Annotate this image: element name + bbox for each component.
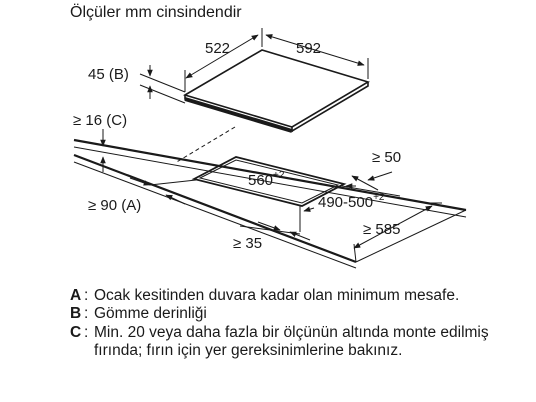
legend-text: Min. 20 veya daha fazla bir ölçünün altında monte edilmiş fırında; fırın için yer gereksinimlerine bakınız. [94,323,489,359]
embed-depth-extension-top [140,74,185,92]
cutout-depth-label [318,192,385,211]
wall-distance-extension [150,180,196,185]
hob-width-label: 522 [205,40,231,57]
embed-depth-extension-bottom [140,85,185,103]
legend [70,287,530,360]
legend-text: Ocak kesitinden duvara kadar olan minimum mesafe. [94,287,460,304]
embed-depth-label: 45 (B) [88,66,129,83]
wall-distance-label: ≥ 90 (A) [88,197,142,214]
legend-letter: B [70,305,82,323]
hob-depth-label: 592 [296,40,322,57]
legend-item-a: A : Ocak kesitinden duvara kadar olan minimum mesafe. [70,287,530,305]
legend-item-c: C : Min. 20 veya daha fazla bir ölçünün altında monte edilmiş fırında; fırın için yer gereksinimlerine bakınız. [70,324,530,361]
embed-depth-dimension [140,65,185,103]
legend-letter: A [70,287,82,304]
legend-text: Gömme derinliği [94,305,207,323]
min-gap-label: ≥ 16 (C) [73,112,128,129]
worktop-depth-label: ≥ 585 [363,221,401,238]
rear-clearance-arrow-a [368,172,392,180]
diagram-title: Ölçüler mm cinsindendir [70,4,242,21]
cutout-width-tolerance: +2 [273,170,285,181]
cutout-width-label [248,170,285,189]
worktop-front-edge-lower [74,162,356,268]
front-clearance-label: ≥ 35 [233,235,263,252]
cutout-depth-leader [304,208,314,211]
hob-projection-dash [175,127,235,163]
rear-clearance-label: ≥ 50 [372,149,402,166]
cutout-width-value: 560 [248,172,274,189]
legend-item-b: B : Gömme derinliği [70,305,530,323]
hob-top-face [185,50,368,127]
legend-letter: C [70,323,82,341]
cutout-depth-tolerance: +2 [373,192,385,203]
cutout-depth-value: 490-500 [318,194,374,211]
